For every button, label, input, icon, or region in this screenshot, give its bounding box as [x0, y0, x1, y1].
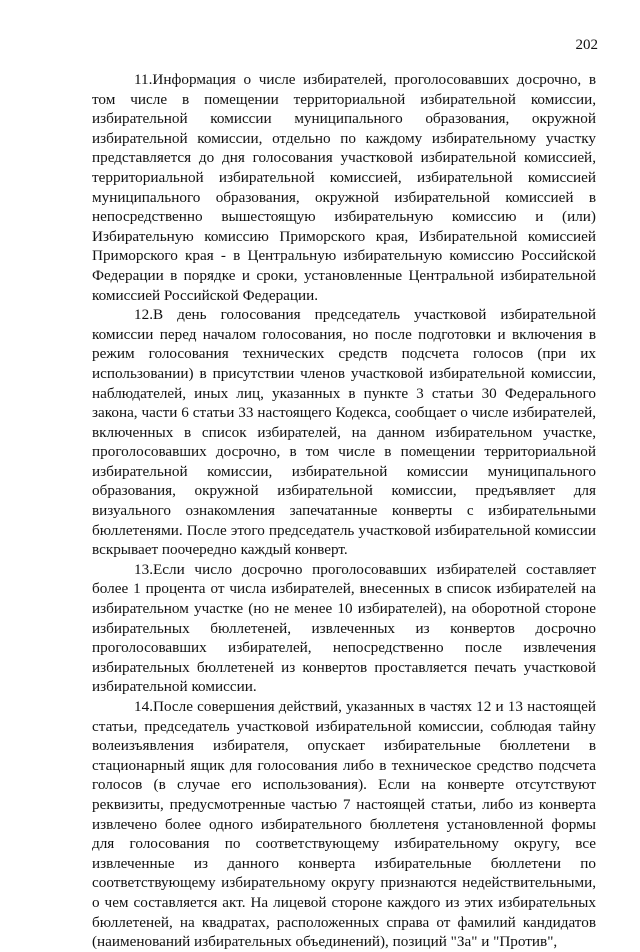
page-number: 202	[575, 37, 598, 53]
paragraph-13: 13.Если число досрочно проголосовавших избирателей составляет более 1 процента от числа избирателей, внесенных в список избирателей на избирательном участке (но не менее 10 избирателей), на оборотной стороне избирательных бюллетеней, извлеченных из конвертов досрочно проголосовавших избирателей, непосредственно после извлечения избирательных бюллетеней из конвертов проставляется печать участковой избирательной комиссии.	[92, 560, 596, 696]
document-body	[92, 70, 596, 952]
paragraph-14: 14.После совершения действий, указанных в частях 12 и 13 настоящей статьи, председатель участковой избирательной комиссии, соблюдая тайну волеизъявления избирателя, опускает избирательные бюллетени в стационарный ящик для голосования либо в техническое средство подсчета голосов (в случае его использования). Если на конверте отсутствуют реквизиты, предусмотренные частью 7 настоящей статьи, либо из конверта извлечено более одного избирательного бюллетеня установленной формы для голосования по соответствующему избирательному округу, все извлеченные из данного конверта избирательные бюллетени по соответствующему избирательному округу признаются недействительными, о чем составляется акт. На лицевой стороне каждого из этих избирательных бюллетеней, на квадратах, расположенных справа от фамилий кандидатов (наименований избирательных объединений), позиций "За" и "Против",	[92, 698, 596, 951]
paragraph-11: 11.Информация о числе избирателей, проголосовавших досрочно, в том числе в помещении территориальной избирательной комиссии, избирательной комиссии муниципального образования, окружной избирательной комиссии, отдельно по каждому избирательному участку представляется до дня голосования участковой избирательной комиссией, территориальной избирательной комиссией, избирательной комиссией муниципального образования, окружной избирательной комиссией в непосредственно вышестоящую избирательную комиссию и (или) Избирательную комиссию Приморского края, Избирательной комиссией Приморского края - в Центральную избирательную комиссию Российской Федерации в порядке и сроки, установленные Центральной избирательной комиссией Российской Федерации.	[92, 71, 596, 304]
paragraph-12: 12.В день голосования председатель участковой избирательной комиссии перед началом голосования, но после подготовки и включения в режим голосования технических средств подсчета голосов (при их использовании) в присутствии членов участковой избирательной комиссии, наблюдателей, иных лиц, указанных в пункте 3 статьи 30 Федерального закона, части 6 статьи 33 настоящего Кодекса, сообщает о числе избирателей, включенных в список избирателей, на данном избирательном участке, проголосовавших досрочно, в том числе в помещении территориальной избирательной комиссии, избирательной комиссии муниципального образования, окружной избирательной комиссии, предъявляет для визуального ознакомления запечатанные конверты с избирательными бюллетенями. После этого председатель участковой избирательной комиссии вскрывает поочередно каждый конверт.	[92, 306, 596, 559]
